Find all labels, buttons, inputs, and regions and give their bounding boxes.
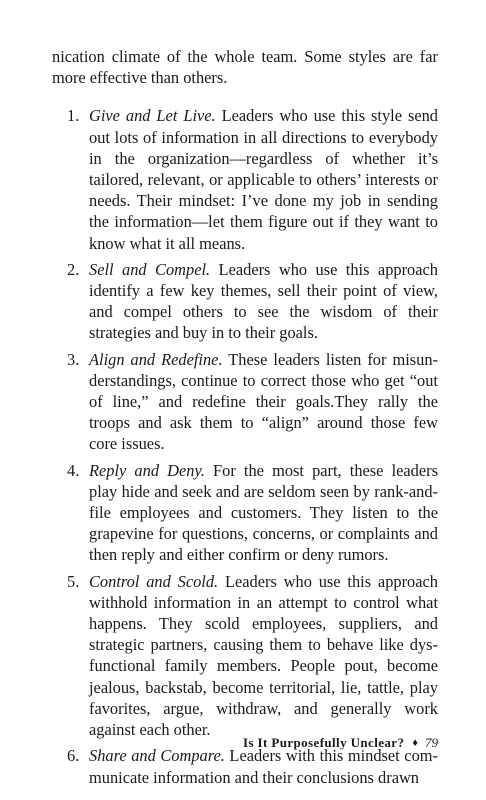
list-item <box>52 349 438 455</box>
item-term: Align and Redefine. <box>89 349 223 369</box>
intro-paragraph: nication climate of the whole team. Some styles are far more effective than others. <box>52 47 438 88</box>
item-text: Leaders with this mindset communicate information and their conclusions drawn <box>89 746 438 787</box>
item-number: 5. <box>67 571 80 591</box>
item-text: For the most part, these leaders play hide and seek and are seldom seen by rank-and-file employees and customers. They listen to the grapevine for questions, concerns, or complaints and then reply and either confirm or deny rumors. <box>89 460 438 565</box>
item-text: These leaders listen for misunderstandings, continue to correct those who get “out of line,” and redefine their goals.They rally the troops and ask them to “align” around those few core issues. <box>89 349 438 454</box>
leadership-styles-list <box>52 105 438 787</box>
item-number: 6. <box>67 746 80 766</box>
page-number: 79 <box>425 735 438 750</box>
item-term: Give and Let Live. <box>89 106 216 126</box>
list-item <box>52 745 438 787</box>
running-title: Is It Purposefully Unclear? <box>242 735 405 750</box>
list-item <box>52 571 438 741</box>
item-term: Control and Scold. <box>89 571 219 591</box>
item-term: Reply and Deny. <box>89 460 205 480</box>
page-body <box>52 46 438 793</box>
diamond-separator-icon: ♦ <box>412 737 418 749</box>
item-number: 4. <box>67 460 80 480</box>
item-text: Leaders who use this style send out lots of information in all directions to everybody in the organization—regardless of whether it’s tailored, relevant, or applicable to others’ interests or needs. Their mindset: I’ve done my job in sending the information—let them figure out if they want to know what it all means. <box>89 106 438 253</box>
item-text: Leaders who use this approach withhold information in an attempt to control what happens. They scold employees, suppliers, and strategic partners, causing them to behave like dysfunctional family members. People pout, become jealous, backstab, become territorial, lie, tattle, play favorites, argue, withdraw, and generally work against each other. <box>89 571 438 740</box>
list-item <box>52 460 438 566</box>
page-footer <box>52 735 438 751</box>
item-text: Leaders who use this approach identify a few key themes, sell their point of view, and compel others to see the wisdom of their strategies and buy in to their goals. <box>89 259 438 343</box>
list-item <box>52 105 438 253</box>
item-term: Share and Compare. <box>89 746 225 766</box>
item-number: 2. <box>67 259 80 279</box>
item-number: 3. <box>67 349 80 369</box>
item-number: 1. <box>67 106 80 126</box>
item-term: Sell and Compel. <box>89 259 211 279</box>
list-item <box>52 259 438 344</box>
